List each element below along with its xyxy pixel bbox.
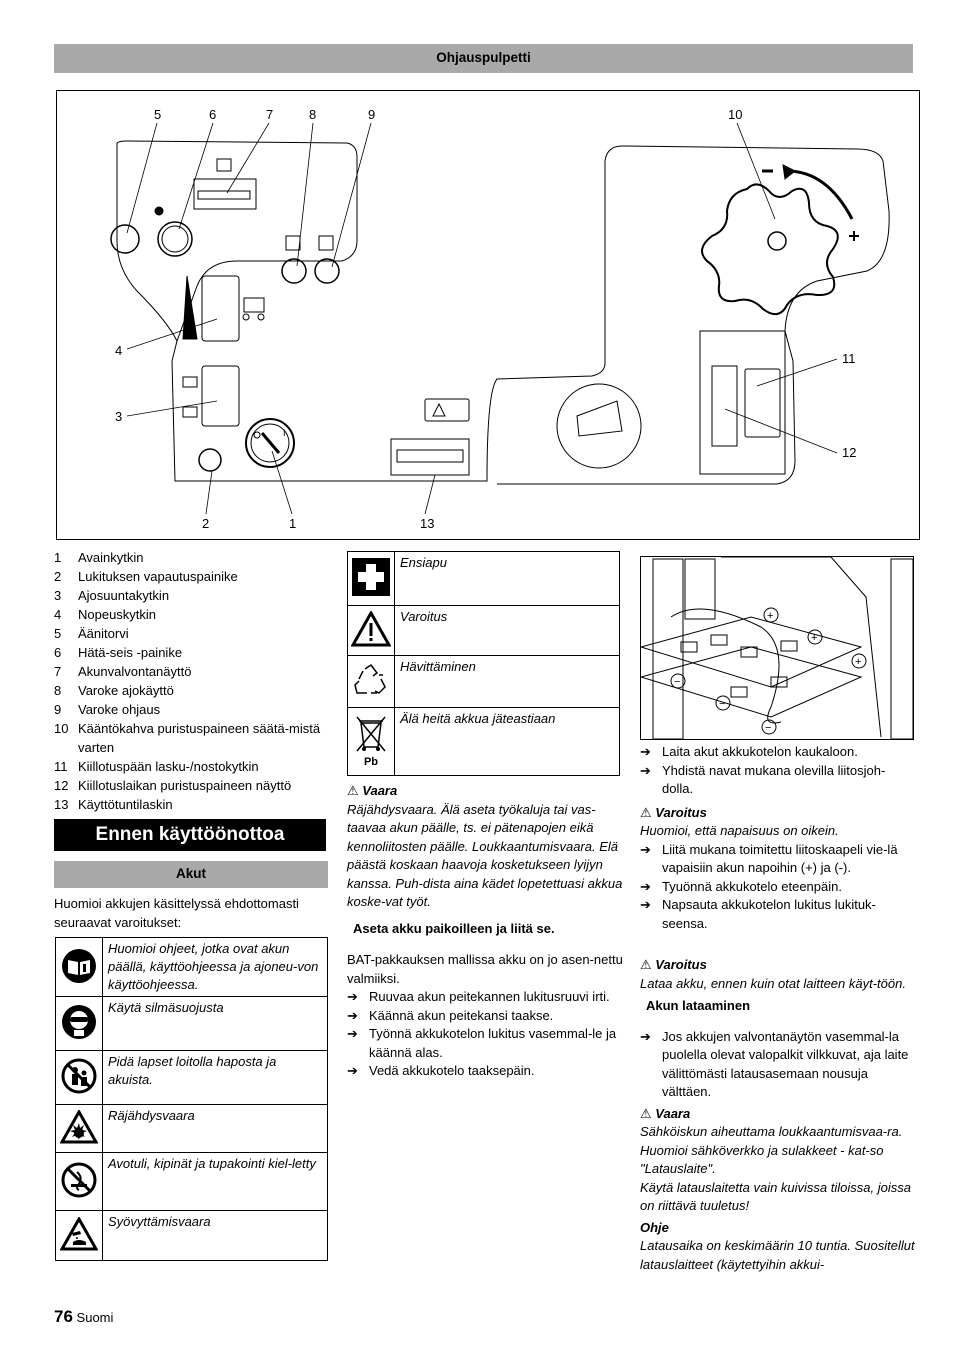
intro-text: Huomioi akkujen käsittelyssä ehdottomasti seuraavat varoitukset: <box>54 896 299 930</box>
arrow-icon: ➔ <box>640 841 651 857</box>
svg-text:−: − <box>719 698 726 710</box>
symbol-icon-cell <box>348 606 395 656</box>
step-text: Yhdistä navat mukana olevilla liitosjoh-dolla. <box>662 762 886 796</box>
legend-item <box>54 548 334 567</box>
arrow-icon: ➔ <box>347 1007 358 1023</box>
legend-text: Varoke ohjaus <box>78 702 161 717</box>
legend-item <box>54 662 334 681</box>
warn1-title: Varoitus <box>655 804 707 820</box>
legend-text: Kiillotuspään lasku-/nostokytkin <box>78 759 259 774</box>
legend-number: 11 <box>54 759 68 774</box>
arrow-icon: ➔ <box>640 878 651 894</box>
control-panel-drawing <box>57 91 919 539</box>
symbol-icon-cell <box>348 708 395 776</box>
symbol-row <box>56 1105 328 1153</box>
symbol-icon-cell <box>56 1211 103 1261</box>
legend-text: Lukituksen vapautuspainike <box>78 569 238 584</box>
warn2-heading <box>640 956 916 975</box>
section-header-bar <box>54 44 913 73</box>
step-text: Laita akut akkukotelon kaukaloon. <box>662 744 858 759</box>
symbol-text: Räjähdysvaara <box>103 1105 328 1153</box>
eye-protection-icon <box>61 1028 97 1043</box>
warning-icon <box>351 635 391 650</box>
step-text: Käännä akun peitekansi taakse. <box>369 1007 554 1023</box>
legend-number: 1 <box>54 550 62 565</box>
symbol-text: Huomioi ohjeet, jotka ovat akun päällä, käyttöohjeessa ja ajoneu-von käyttöohjeessa. <box>103 938 328 997</box>
svg-text:−: − <box>765 722 772 734</box>
battery-illustration <box>640 556 914 740</box>
arrow-icon: ➔ <box>347 989 358 1004</box>
svg-text:+: + <box>767 610 774 622</box>
legend-item <box>54 605 334 624</box>
svg-text:−: − <box>674 676 681 688</box>
first-aid-icon <box>351 585 391 600</box>
warn1-heading <box>640 804 916 823</box>
callout-10: 10 <box>728 107 743 122</box>
no-fire-icon <box>61 1186 97 1201</box>
legend-text: Kääntökahva puristuspaineen säätä-mistä varten <box>78 721 321 755</box>
danger-heading <box>347 782 623 801</box>
symbol-text: Älä heitä akkua jäteastiaan <box>395 708 620 776</box>
legend-text: Kiillotuslaikan puristuspaineen näyttö <box>78 778 292 793</box>
charging-heading: Akun lataaminen <box>646 998 751 1013</box>
steps-a <box>640 743 916 799</box>
legend-text: Hätä-seis -painike <box>78 645 183 660</box>
manual-icon <box>61 972 97 987</box>
symbol-icon-cell <box>348 552 395 606</box>
legend-item <box>54 795 334 814</box>
legend-number: 9 <box>54 702 62 717</box>
legend-item <box>54 567 334 586</box>
symbol-text: Varoitus <box>395 606 620 656</box>
symbol-row <box>56 997 328 1051</box>
callout-13: 13 <box>420 516 435 531</box>
step-item <box>347 1062 623 1081</box>
symbol-text: Ensiapu <box>395 552 620 606</box>
corrosive-icon <box>60 1239 98 1254</box>
step-text: Jos akkujen valvontanäytön vasemmal-la puolella olevat valopalkit vilkkuvat, aja laite välittömästi latausasemaan nousuja välttäen. <box>662 1028 909 1099</box>
no-bin-icon <box>351 741 391 756</box>
symbol-table-mid <box>347 551 620 776</box>
recycle-icon <box>351 687 391 702</box>
pb-label: Pb <box>363 756 379 768</box>
step-item <box>640 878 916 897</box>
svg-text:I: I <box>283 428 286 438</box>
step-item <box>640 841 916 878</box>
callout-6: 6 <box>209 107 217 122</box>
step-item <box>640 762 916 799</box>
symbol-text: Käytä silmäsuojusta <box>103 997 328 1051</box>
warn1-text: Huomioi, että napaisuus on oikein. <box>640 823 839 838</box>
legend-number: 8 <box>54 683 62 698</box>
callout-1: 1 <box>289 516 297 531</box>
note-title: Ohje <box>640 1219 669 1235</box>
symbol-row <box>56 938 328 997</box>
callout-11: 11 <box>842 351 856 366</box>
page-footer <box>54 1307 113 1327</box>
battery-drawing <box>641 557 913 739</box>
section-header-title: Ohjauspulpetti <box>436 50 531 65</box>
step-text: Napsauta akkukotelon lukitus lukituk-seensa. <box>662 897 876 931</box>
legend-number: 12 <box>54 778 69 793</box>
callout-12: 12 <box>842 445 857 460</box>
warning-icon: ⚠ <box>640 957 652 972</box>
note-text: Latausaika on keskimäärin 10 tuntia. Suositellut latauslaitteet (käytettyihin akkui- <box>640 1238 915 1272</box>
right-column <box>640 743 916 1274</box>
symbol-text: Pidä lapset loitolla haposta ja akuista. <box>103 1051 328 1105</box>
legend-text: Äänitorvi <box>78 626 129 641</box>
callout-7: 7 <box>266 107 274 122</box>
legend-number: 7 <box>54 664 62 679</box>
install-heading: Aseta akku paikoilleen ja liitä se. <box>353 920 555 936</box>
legend-text: Varoke ajokäyttö <box>78 683 174 698</box>
legend-text: Käyttötuntilaskin <box>78 797 173 812</box>
footer-language: Suomi <box>76 1310 114 1325</box>
symbol-icon-cell <box>56 1153 103 1211</box>
danger2-text-2: Käytä latauslaitetta vain kuivissa tiloissa, joissa on riittävä tuuletus! <box>640 1179 911 1213</box>
step-text: Vedä akkukotelo taaksepäin. <box>369 1063 535 1078</box>
legend-number: 13 <box>54 797 69 812</box>
steps-b <box>640 841 916 934</box>
step-item <box>640 743 916 762</box>
symbol-row <box>348 708 620 776</box>
page-number: 76 <box>54 1307 73 1326</box>
legend-item <box>54 700 334 719</box>
step-text: Tyuönnä akkukotelo eteenpäin. <box>662 878 842 894</box>
callout-8: 8 <box>309 107 317 122</box>
step-item <box>347 988 623 1007</box>
arrow-icon: ➔ <box>640 1028 651 1044</box>
symbol-icon-cell <box>56 938 103 997</box>
danger2-heading <box>640 1105 916 1124</box>
symbol-row <box>56 1153 328 1211</box>
symbol-icon-cell <box>56 1051 103 1105</box>
step-item <box>640 896 916 933</box>
danger2-title: Vaara <box>655 1105 691 1121</box>
symbol-text: Avotuli, kipinät ja tupakointi kiel-letty <box>103 1153 328 1211</box>
callout-5: 5 <box>154 107 162 122</box>
symbol-icon-cell <box>56 1105 103 1153</box>
steps-c <box>640 1028 916 1102</box>
keep-children-away-icon <box>61 1082 97 1097</box>
warn2-text: Lataa akku, ennen kuin otat laitteen käyt-töön. <box>640 975 906 991</box>
warning-icon: ⚠ <box>347 783 359 798</box>
symbol-row <box>56 1211 328 1261</box>
symbol-icon-cell <box>56 997 103 1051</box>
svg-text:+: + <box>855 656 862 668</box>
arrow-icon: ➔ <box>640 897 651 912</box>
warning-icon: ⚠ <box>640 804 652 820</box>
arrow-icon: ➔ <box>640 762 651 778</box>
symbol-row <box>348 606 620 656</box>
legend-item <box>54 624 334 643</box>
arrow-icon: ➔ <box>347 1063 358 1078</box>
legend-number: 5 <box>54 626 62 641</box>
legend-item <box>54 643 334 662</box>
danger-title: Vaara <box>362 783 398 798</box>
explosion-hazard-icon <box>60 1132 98 1147</box>
symbol-row <box>348 656 620 708</box>
legend-number: 3 <box>54 588 62 603</box>
step-item <box>640 1028 916 1102</box>
callout-9: 9 <box>368 107 376 122</box>
install-steps <box>347 988 623 1081</box>
subsection-title: Akut <box>176 866 206 881</box>
warning-icon: ⚠ <box>640 1105 652 1121</box>
subsection-bar <box>54 861 328 888</box>
danger2-text: Sähköiskun aiheuttama loukkaantumisvaa-ra. Huomioi sähköverkko ja sulakkeet - kat-so "Latauslaite". <box>640 1124 903 1176</box>
install-paragraph: BAT-pakkauksen mallissa akku on jo asen-nettu valmiiksi. <box>347 952 623 986</box>
legend-list <box>54 548 334 814</box>
symbol-row <box>348 552 620 606</box>
step-item <box>347 1007 623 1026</box>
legend-number: 2 <box>54 569 62 584</box>
legend-text: Akunvalvontanäyttö <box>78 664 192 679</box>
legend-item <box>54 586 334 605</box>
chapter-title-bar <box>54 819 326 851</box>
symbol-text: Hävittäminen <box>395 656 620 708</box>
callout-3: 3 <box>115 409 123 424</box>
danger-text: Räjähdysvaara. Älä aseta työkaluja tai vas-taavaa akun päälle, ts. ei pätenapojen eikä kennoliitosten päälle. Loukkaantumisvaara. Elä päästä koskaan haavoja kosketukseen lyijyn kanssa. Puh-dista aina kädet lopetettuasi akkua koske-vat työt. <box>347 801 623 909</box>
callout-2: 2 <box>202 516 210 531</box>
step-item <box>347 1025 623 1062</box>
legend-item <box>54 719 334 757</box>
chapter-title: Ennen käyttöönottoa <box>95 824 285 845</box>
arrow-icon: ➔ <box>640 744 651 759</box>
legend-text: Avainkytkin <box>78 550 144 565</box>
svg-text:+: + <box>811 632 818 644</box>
step-text: Liitä mukana toimitettu liitoskaapeli vie-lä vapaisiin akun napoihin (+) ja (-). <box>662 841 898 875</box>
callout-4: 4 <box>115 343 123 358</box>
step-text: Ruuvaa akun peitekannen lukitusruuvi irti. <box>369 989 610 1004</box>
symbol-row <box>56 1051 328 1105</box>
step-text: Työnnä akkukotelon lukitus vasemmal-le ja käännä alas. <box>369 1026 617 1060</box>
arrow-icon: ➔ <box>347 1026 358 1041</box>
legend-text: Ajosuuntakytkin <box>78 588 170 603</box>
control-panel-figure <box>56 90 920 540</box>
legend-text: Nopeuskytkin <box>78 607 157 622</box>
symbol-text: Syövyttämisvaara <box>103 1211 328 1261</box>
middle-column <box>347 782 623 1081</box>
warn2-title: Varoitus <box>655 957 707 972</box>
symbol-icon-cell <box>348 656 395 708</box>
legend-number: 10 <box>54 721 69 736</box>
legend-item <box>54 681 334 700</box>
legend-item <box>54 757 334 776</box>
legend-item <box>54 776 334 795</box>
legend-number: 6 <box>54 645 62 660</box>
legend-number: 4 <box>54 607 62 622</box>
symbol-table-left <box>55 937 328 1261</box>
